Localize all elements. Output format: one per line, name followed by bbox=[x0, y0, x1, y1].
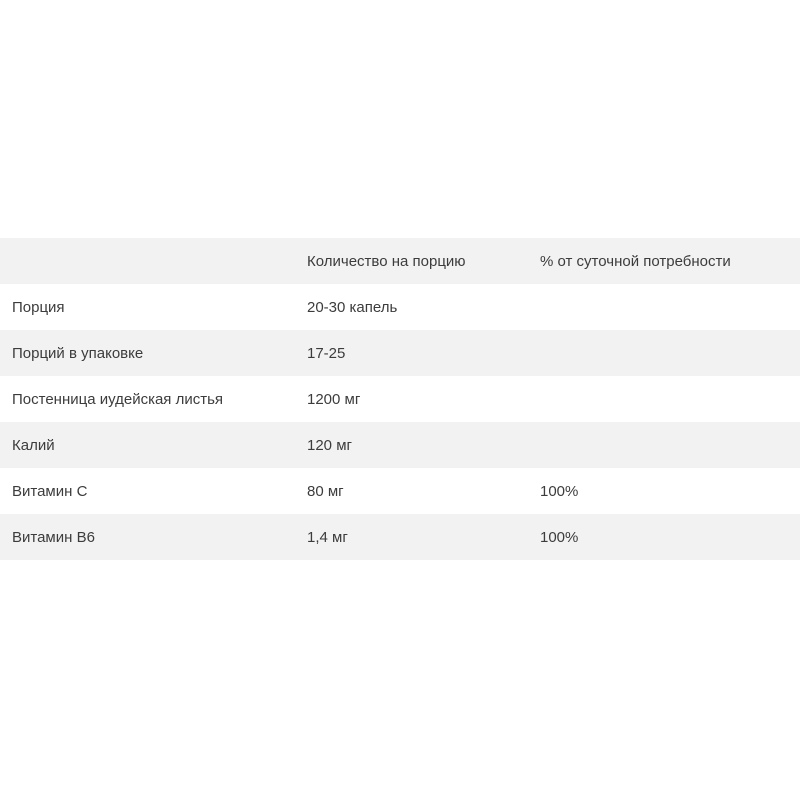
row-label: Порций в упаковке bbox=[12, 344, 144, 362]
table-header-row bbox=[0, 238, 800, 284]
row-label: Порция bbox=[12, 298, 65, 316]
row-amount: 20-30 капель bbox=[307, 298, 398, 316]
row-daily-value: 100% bbox=[540, 482, 579, 500]
table-row bbox=[0, 284, 800, 330]
row-label: Калий bbox=[12, 436, 55, 454]
row-amount: 80 мг bbox=[307, 482, 344, 500]
row-daily-value: 100% bbox=[540, 528, 579, 546]
table-row bbox=[0, 514, 800, 560]
header-name bbox=[0, 238, 296, 284]
header-amount-per-serving: Количество на порцию bbox=[307, 252, 466, 270]
table-row bbox=[0, 330, 800, 376]
row-amount: 1,4 мг bbox=[307, 528, 348, 546]
row-amount: 120 мг bbox=[307, 436, 352, 454]
table-row bbox=[0, 376, 800, 422]
row-daily-value bbox=[527, 422, 800, 468]
row-amount: 1200 мг bbox=[307, 390, 361, 408]
header-daily-value: % от суточной потребности bbox=[540, 252, 731, 270]
table-row bbox=[0, 468, 800, 514]
row-label: Витамин С bbox=[12, 482, 88, 500]
row-daily-value bbox=[527, 284, 800, 330]
row-label: Постенница иудейская листья bbox=[12, 390, 224, 408]
table-row bbox=[0, 422, 800, 468]
row-daily-value bbox=[527, 330, 800, 376]
row-amount: 17-25 bbox=[307, 344, 346, 362]
row-daily-value bbox=[527, 376, 800, 422]
nutrition-facts-table bbox=[0, 238, 800, 560]
row-label: Витамин В6 bbox=[12, 528, 95, 546]
